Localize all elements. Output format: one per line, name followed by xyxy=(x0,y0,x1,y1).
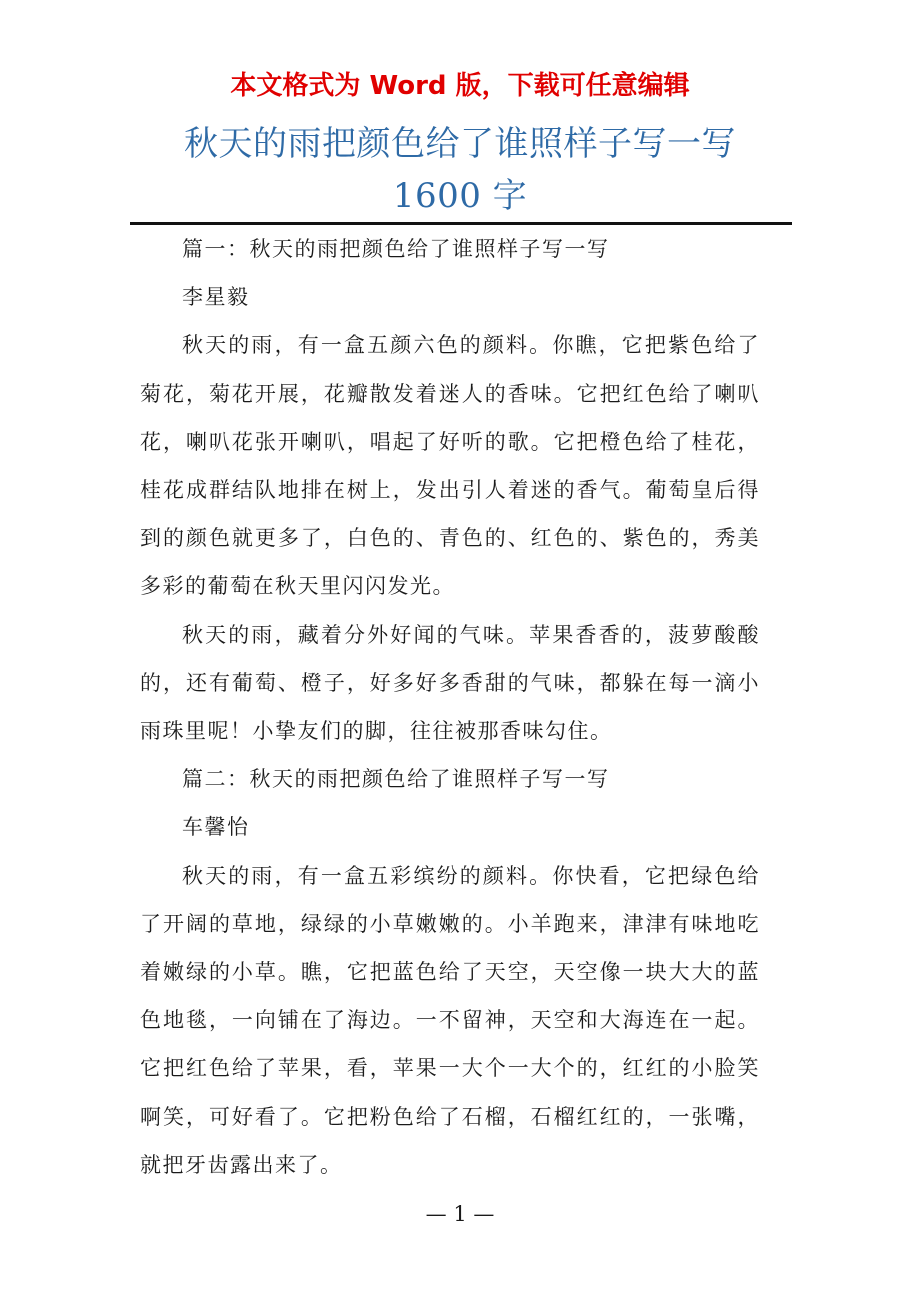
author-name-1: 李星毅 xyxy=(182,285,250,310)
body-paragraph: 秋天的雨，藏着分外好闻的气味。苹果香香的，菠萝酸酸的，还有葡萄、橙子，好多好多香甜的气味，都躲在每一滴小雨珠里呢！小挚友们的脚，往往被那香味勾住。 xyxy=(140,622,760,744)
page-number: — 1 — xyxy=(425,1202,495,1226)
author-name-2: 车馨怡 xyxy=(182,815,250,840)
section-heading-1: 篇一：秋天的雨把颜色给了谁照样子写一写 xyxy=(182,237,610,261)
format-banner: 本文格式为 Word 版，下载可任意编辑 xyxy=(230,71,690,101)
document-title: 秋天的雨把颜色给了谁照样子写一写 1600 字 xyxy=(184,124,736,216)
body-paragraph: 秋天的雨，有一盒五彩缤纷的颜料。你快看，它把绿色给了开阔的草地，绿绿的小草嫩嫩的。小羊跑来，津津有味地吃着嫩绿的小草。瞧，它把蓝色给了天空，天空像一块大大的蓝色地毯，一向铺在了海边。一不留神，天空和大海连在一起。它把红色给了苹果，看，苹果一大个一大个的，红红的小脸笑啊笑，可好看了。它把粉色给了石榴，石榴红红的，一张嘴，就把牙齿露出来了。 xyxy=(140,863,760,1177)
section-heading-2: 篇二：秋天的雨把颜色给了谁照样子写一写 xyxy=(182,767,610,792)
document-body xyxy=(140,225,760,1189)
body-paragraph: 秋天的雨，有一盒五颜六色的颜料。你瞧，它把紫色给了菊花，菊花开展，花瓣散发着迷人的香味。它把红色给了喇叭花，喇叭花张开喇叭，唱起了好听的歌。它把橙色给了桂花，桂花成群结队地排在树上，发出引人着迷的香气。葡萄皇后得到的颜色就更多了，白色的、青色的、红色的、紫色的，秀美多彩的葡萄在秋天里闪闪发光。 xyxy=(140,333,760,599)
